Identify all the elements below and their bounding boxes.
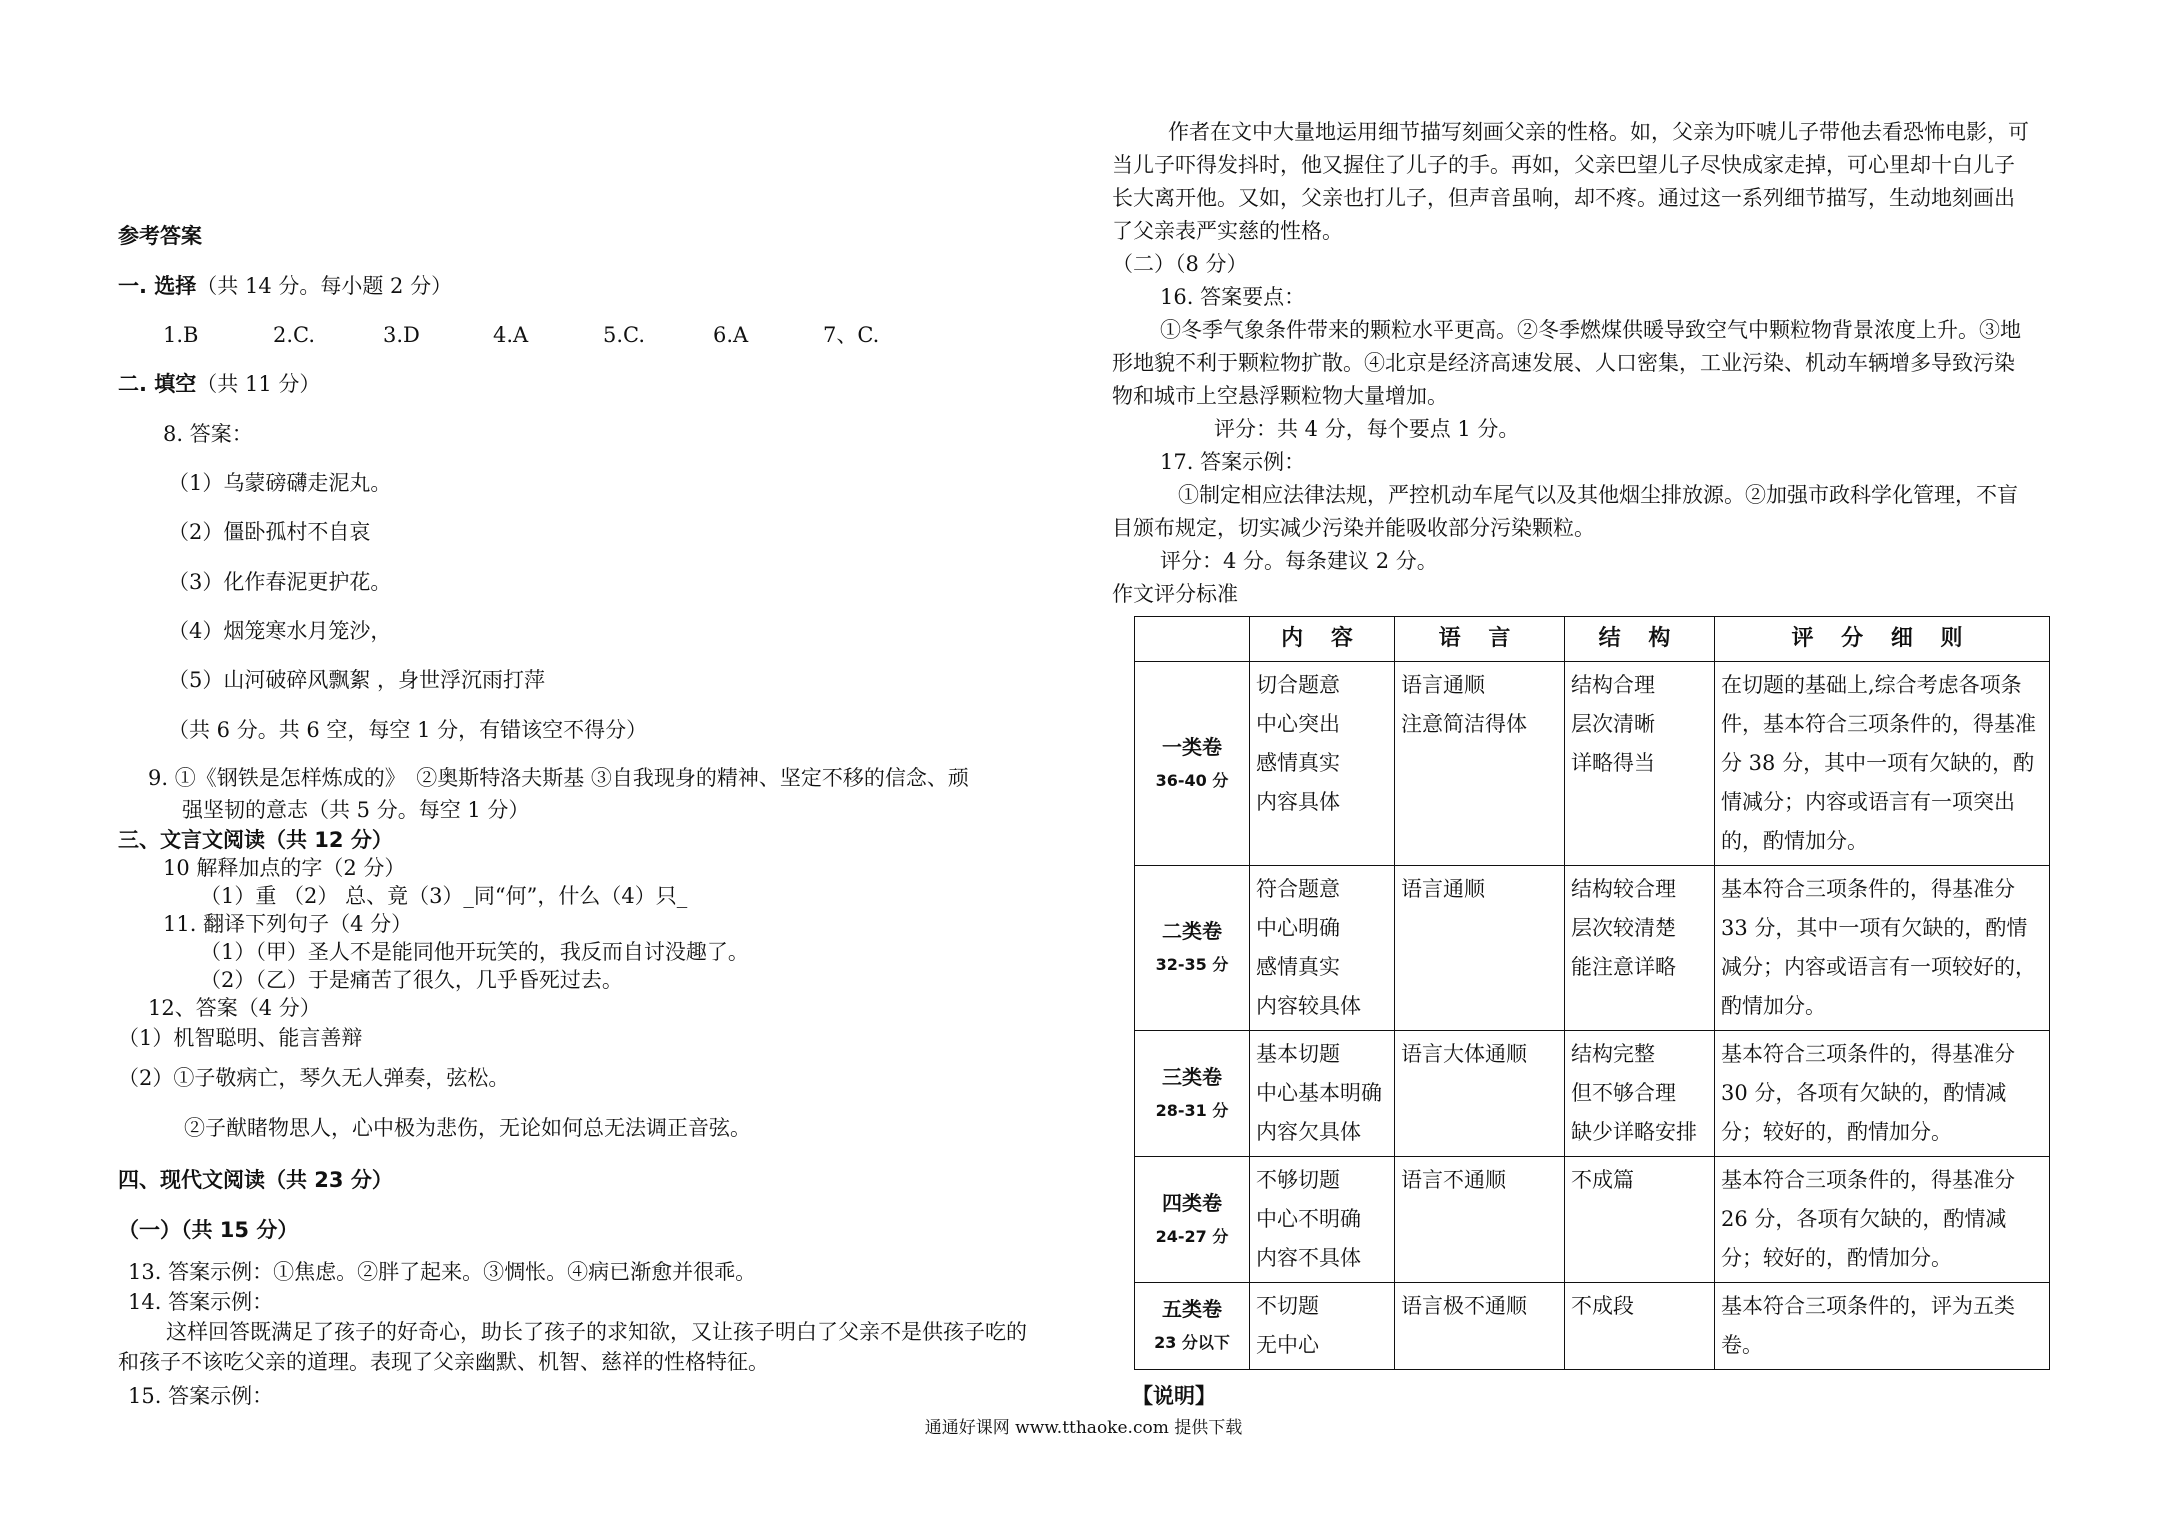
rubric-header-detail: 评 分 细 则 (1715, 617, 2050, 662)
rubric-criterion: 结构较合理 (1571, 877, 1676, 901)
q8-label: 8. 答案： (163, 422, 253, 446)
q17-score: 评分：4 分。每条建议 2 分。 (1160, 549, 1438, 573)
q12-answer-2: （2）①子敬病亡，琴久无人弹奏，弦松。 (118, 1066, 510, 1090)
content-cell (1250, 866, 1395, 1031)
rubric-criterion: 缺少详略安排 (1571, 1120, 1697, 1144)
mc-answer: 7、C. (823, 323, 880, 347)
mc-answer: 4.A (493, 323, 529, 347)
footer-source: 通通好课网 www.tthaoke.com 提供下载 (924, 1418, 1243, 1438)
rubric-criterion: 中心基本明确 (1256, 1081, 1382, 1105)
q8-item: （1）乌蒙磅礴走泥丸。 (168, 471, 392, 495)
grade-cell: 五类卷 23 分以下 (1135, 1283, 1250, 1370)
language-cell (1395, 662, 1565, 866)
section-1-heading: 一. 选择（共 14 分。每小题 2 分） (118, 274, 453, 298)
rubric-criterion: 内容较具体 (1256, 994, 1361, 1018)
q8-score-note: （共 6 分。共 6 空，每空 1 分，有错该空不得分） (168, 718, 648, 742)
detail-cell: 基本符合三项条件的，评为五类卷。 (1715, 1283, 2050, 1370)
rubric-criterion: 能注意详略 (1571, 955, 1676, 979)
grade-cell: 四类卷 24-27 分 (1135, 1157, 1250, 1283)
rubric-header-row (1135, 617, 2050, 662)
q14-answer: 这样回答既满足了孩子的好奇心，助长了孩子的求知欲，又让孩子明白了父亲不是供孩子吃的 (166, 1320, 1027, 1344)
section-3-heading: 三、文言文阅读（共 12 分） (118, 828, 393, 852)
detail-cell: 基本符合三项条件的，得基准分 26 分，各项有欠缺的，酌情减分；较好的，酌情加分。 (1715, 1157, 2050, 1283)
structure-cell (1565, 866, 1715, 1031)
language-cell (1395, 1157, 1565, 1283)
content-cell (1250, 1031, 1395, 1157)
structure-cell (1565, 662, 1715, 866)
rubric-header (1135, 617, 1250, 662)
q11-answer-1: （1）（甲）圣人不是能同他开玩笑的，我反而自讨没趣了。 (200, 940, 749, 964)
q17-answer-line: 目颁布规定，切实减少污染并能吸收部分污染颗粒。 (1112, 516, 1595, 540)
table-row (1135, 1283, 2050, 1370)
content-cell (1250, 1283, 1395, 1370)
section-2-heading: 二. 填空（共 11 分） (118, 372, 321, 396)
rubric-criterion: 基本切题 (1256, 1042, 1340, 1066)
q15-label: 15. 答案示例： (128, 1384, 274, 1408)
q16-label: 16. 答案要点： (1160, 285, 1306, 309)
mc-answer: 1.B (163, 323, 199, 347)
q11-label: 11. 翻译下列句子（4 分） (163, 912, 413, 936)
rubric-criterion: 内容不具体 (1256, 1246, 1361, 1270)
rubric-header-structure: 结 构 (1565, 617, 1715, 662)
structure-cell (1565, 1157, 1715, 1283)
rubric-criterion: 无中心 (1256, 1333, 1319, 1357)
q15-paragraph-line: 长大离开他。又如，父亲也打儿子，但声音虽响，却不疼。通过这一系列细节描写，生动地刻画出 (1112, 186, 2015, 210)
grade-cell: 二类卷 32-35 分 (1135, 866, 1250, 1031)
language-cell (1395, 866, 1565, 1031)
section-title: 参考答案 (118, 224, 202, 248)
q12-answer-3: ②子猷睹物思人，心中极为悲伤，无论如何总无法调正音弦。 (184, 1116, 751, 1140)
q14-label: 14. 答案示例： (128, 1290, 274, 1314)
mc-answer: 6.A (713, 323, 749, 347)
structure-cell (1565, 1031, 1715, 1157)
rubric-title: 作文评分标准 (1112, 582, 1238, 606)
rubric-criterion: 结构合理 (1571, 673, 1655, 697)
rubric-criterion: 层次清晰 (1571, 712, 1655, 736)
q16-answer-line: 物和城市上空悬浮颗粒物大量增加。 (1112, 384, 1448, 408)
q8-item: （3）化作春泥更护花。 (168, 570, 392, 594)
structure-cell (1565, 1283, 1715, 1370)
rubric-criterion: 但不够合理 (1571, 1081, 1676, 1105)
q17-label: 17. 答案示例： (1160, 450, 1306, 474)
q12-label: 12、答案（4 分） (148, 996, 321, 1020)
rubric-criterion: 内容欠具体 (1256, 1120, 1361, 1144)
language-cell (1395, 1283, 1565, 1370)
grade-cell: 一类卷 36-40 分 (1135, 662, 1250, 866)
grade-cell: 三类卷 28-31 分 (1135, 1031, 1250, 1157)
rubric-criterion: 符合题意 (1256, 877, 1340, 901)
q16-answer-line: 形地貌不利于颗粒物扩散。④北京是经济高速发展、人口密集，工业污染、机动车辆增多导致污染 (1112, 351, 2015, 375)
multiple-choice-answers (163, 321, 933, 349)
q9-answer: 9. ①《钢铁是怎样炼成的》 ②奥斯特洛夫斯基 ③自我现身的精神、坚定不移的信念、顽 (148, 766, 969, 790)
rubric-criterion: 语言不通顺 (1401, 1168, 1506, 1192)
rubric-criterion: 语言通顺 (1401, 673, 1485, 697)
q8-item: （4）烟笼寒水月笼沙， (168, 619, 392, 643)
rubric-criterion: 不成篇 (1571, 1168, 1634, 1192)
q15-paragraph-line: 当儿子吓得发抖时，他又握住了儿子的手。再如，父亲巴望儿子尽快成家走掉，可心里却十白儿子 (1112, 153, 2015, 177)
note-label: 【说明】 (1132, 1384, 1216, 1408)
q11-answer-2: （2）（乙）于是痛苦了很久，几乎昏死过去。 (200, 968, 623, 992)
mc-answer: 5.C. (603, 323, 646, 347)
rubric-criterion: 注意简洁得体 (1401, 712, 1527, 736)
rubric-criterion: 中心突出 (1256, 712, 1340, 736)
q8-item: （5）山河破碎风飘絮 ，身世浮沉雨打萍 (168, 668, 546, 692)
q9-answer-cont: 强坚韧的意志（共 5 分。每空 1 分） (182, 798, 530, 822)
q13-answer: 13. 答案示例：①焦虑。②胖了起来。③惆怅。④病已渐愈并很乖。 (128, 1260, 757, 1284)
detail-cell: 在切题的基础上,综合考虑各项条件，基本符合三项条件的，得基准分 38 分，其中一项有欠缺的，酌情减分；内容或语言有一项突出的，酌情加分。 (1715, 662, 2050, 866)
rubric-criterion: 中心不明确 (1256, 1207, 1361, 1231)
table-row (1135, 1031, 2050, 1157)
content-cell (1250, 1157, 1395, 1283)
essay-rubric-table (1134, 616, 2050, 1370)
rubric-criterion: 感情真实 (1256, 751, 1340, 775)
mc-answer: 3.D (383, 323, 420, 347)
q16-answer: ①冬季气象条件带来的颗粒水平更高。②冬季燃煤供暖导致空气中颗粒物背景浓度上升。③地 (1160, 318, 2021, 342)
q8-item: （2）僵卧孤村不自哀 (168, 520, 371, 544)
q10-label: 10 解释加点的字（2 分） (163, 856, 406, 880)
rubric-criterion: 不够切题 (1256, 1168, 1340, 1192)
rubric-criterion: 语言极不通顺 (1401, 1294, 1527, 1318)
detail-cell: 基本符合三项条件的，得基准分 30 分，各项有欠缺的，酌情减分；较好的，酌情加分。 (1715, 1031, 2050, 1157)
content-cell (1250, 662, 1395, 866)
rubric-criterion: 详略得当 (1571, 751, 1655, 775)
rubric-criterion: 语言通顺 (1401, 877, 1485, 901)
q10-answer: （1）重 （2） 总、竟（3）_同“何”，什么（4）只_ (200, 884, 688, 908)
section-4-part-1: （一）（共 15 分） (118, 1218, 299, 1242)
detail-cell: 基本符合三项条件的，得基准分 33 分，其中一项有欠缺的，酌情减分；内容或语言有一项较好的，酌情加分。 (1715, 866, 2050, 1031)
q14-answer-cont: 和孩子不该吃父亲的道理。表现了父亲幽默、机智、慈祥的性格特征。 (118, 1350, 769, 1374)
rubric-criterion: 不切题 (1256, 1294, 1319, 1318)
q15-paragraph-line: 了父亲表严实慈的性格。 (1112, 219, 1343, 243)
q12-answer-1: （1）机智聪明、能言善辩 (118, 1026, 363, 1050)
mc-answer: 2.C. (273, 323, 316, 347)
rubric-header-content: 内 容 (1250, 617, 1395, 662)
rubric-criterion: 感情真实 (1256, 955, 1340, 979)
section-4-part-2: （二）（8 分） (1112, 252, 1248, 276)
table-row (1135, 1157, 2050, 1283)
rubric-header-language: 语 言 (1395, 617, 1565, 662)
rubric-criterion: 内容具体 (1256, 790, 1340, 814)
section-4-heading: 四、现代文阅读（共 23 分） (118, 1168, 393, 1192)
rubric-criterion: 中心明确 (1256, 916, 1340, 940)
rubric-criterion: 语言大体通顺 (1401, 1042, 1527, 1066)
rubric-criterion: 结构完整 (1571, 1042, 1655, 1066)
language-cell (1395, 1031, 1565, 1157)
q17-answer: ①制定相应法律法规，严控机动车尾气以及其他烟尘排放源。②加强市政科学化管理，不盲 (1178, 483, 2018, 507)
rubric-criterion: 层次较清楚 (1571, 916, 1676, 940)
q15-paragraph: 作者在文中大量地运用细节描写刻画父亲的性格。如，父亲为吓唬儿子带他去看恐怖电影，可 (1168, 120, 2029, 144)
rubric-criterion: 切合题意 (1256, 673, 1340, 697)
rubric-criterion: 不成段 (1571, 1294, 1634, 1318)
table-row (1135, 866, 2050, 1031)
q16-score: 评分：共 4 分，每个要点 1 分。 (1214, 417, 1520, 441)
table-row (1135, 662, 2050, 866)
